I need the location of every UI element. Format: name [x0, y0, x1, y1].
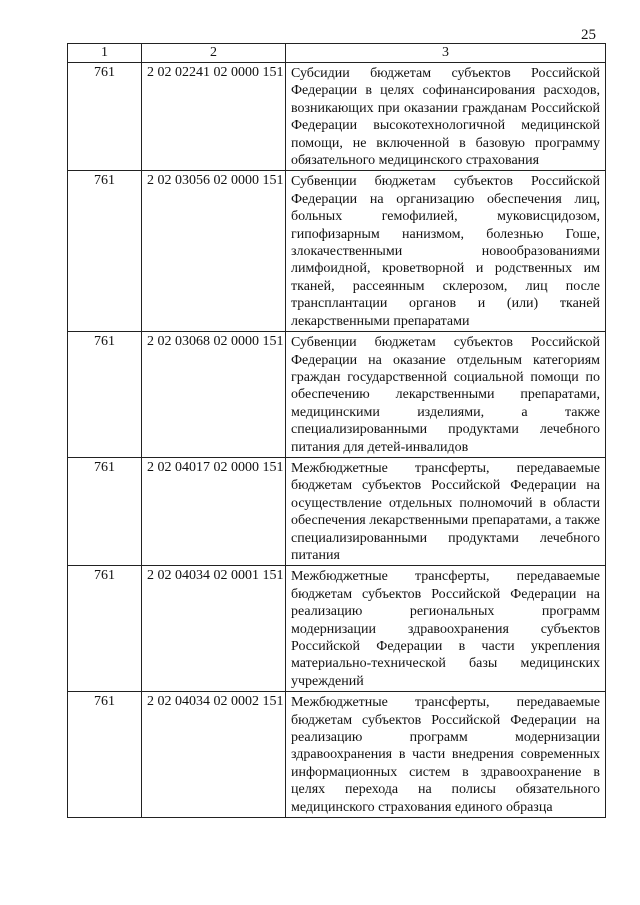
table-row [68, 171, 606, 332]
header-col-2: 2 [142, 44, 286, 63]
admin-code-cell: 761 [68, 332, 142, 458]
admin-code-cell: 761 [68, 566, 142, 692]
budget-code-cell: 2 02 03056 02 0000 151 [142, 171, 286, 332]
admin-code-cell: 761 [68, 63, 142, 171]
header-row [68, 44, 606, 63]
budget-code-cell: 2 02 03068 02 0000 151 [142, 332, 286, 458]
header-col-1: 1 [68, 44, 142, 63]
description-cell: Межбюджетные трансферты, передаваемые бюджетам субъектов Российской Федерации на реализацию программ модернизации здравоохранения в части внедрения современных информационных систем в здравоохранение в целях перехода на полисы обязательного медицинского страхования единого образца [286, 692, 606, 818]
description-cell: Субсидии бюджетам субъектов Российской Федерации в целях софинансирования расходов, возникающих при оказании гражданам Российской Федерации высокотехнологичной медицинской помощи, не включенной в базовую программу обязательного медицинского страхования [286, 63, 606, 171]
admin-code-cell: 761 [68, 692, 142, 818]
budget-code-cell: 2 02 02241 02 0000 151 [142, 63, 286, 171]
budget-code-cell: 2 02 04017 02 0000 151 [142, 457, 286, 565]
description-cell: Субвенции бюджетам субъектов Российской Федерации на оказание отдельным категориям граждан государственной социальной помощи по обеспечению лекарственными препаратами, медицинскими изделиями, а также специализированными продуктами лечебного питания для детей-инвалидов [286, 332, 606, 458]
table-row [68, 457, 606, 565]
admin-code-cell: 761 [68, 457, 142, 565]
table-row [68, 63, 606, 171]
description-cell: Межбюджетные трансферты, передаваемые бюджетам субъектов Российской Федерации на реализацию региональных программ модернизации здравоохранения субъектов Российской Федерации в части укрепления материально-технической базы медицинских учреждений [286, 566, 606, 692]
budget-codes-table [67, 43, 606, 818]
budget-code-cell: 2 02 04034 02 0001 151 [142, 566, 286, 692]
admin-code-cell: 761 [68, 171, 142, 332]
page-number: 25 [581, 27, 596, 43]
description-cell: Межбюджетные трансферты, передаваемые бюджетам субъектов Российской Федерации на осуществление отдельных полномочий в области обеспечения лекарственными препаратами, а также специализированными продуктами лечебного питания [286, 457, 606, 565]
header-col-3: 3 [286, 44, 606, 63]
budget-code-cell: 2 02 04034 02 0002 151 [142, 692, 286, 818]
table-row [68, 332, 606, 458]
description-cell: Субвенции бюджетам субъектов Российской Федерации на организацию обеспечения лиц, больных гемофилией, муковисцидозом, гипофизарным нанизмом, болезнью Гоше, злокачественными новообразованиями лимфоидной, кроветворной и родственных им тканей, рассеянным склерозом, лиц после трансплантации органов и (или) тканей лекарственными препаратами [286, 171, 606, 332]
table-row [68, 566, 606, 692]
table-row [68, 692, 606, 818]
